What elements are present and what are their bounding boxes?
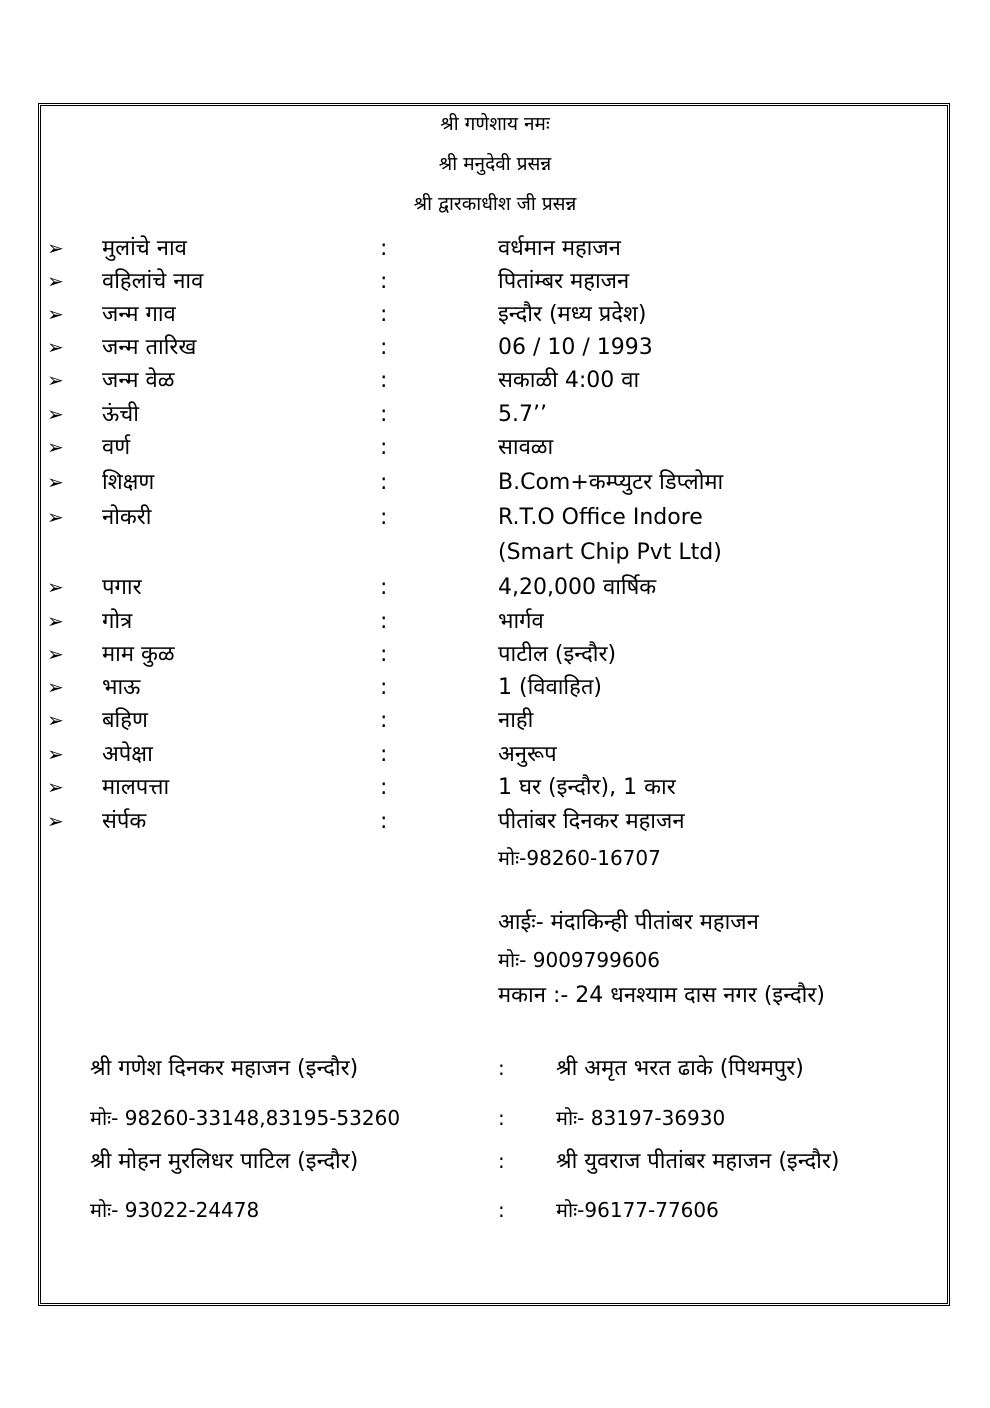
field-label: जन्म तारिख <box>102 335 197 360</box>
field-row <box>0 298 990 331</box>
field-colon: : <box>380 675 388 700</box>
field-label: पगार <box>102 575 142 600</box>
field-row <box>0 638 990 671</box>
field-row <box>0 364 990 397</box>
field-colon: : <box>380 435 388 460</box>
field-colon: : <box>380 368 388 393</box>
field-value: B.Com+कम्प्युटर डिप्लोमा <box>498 470 724 495</box>
field-colon: : <box>380 302 388 327</box>
field-colon: : <box>380 575 388 600</box>
field-row <box>0 265 990 298</box>
field-label: मुलांचे नाव <box>102 236 187 261</box>
field-colon: : <box>380 642 388 667</box>
field-label: वर्ण <box>102 435 131 460</box>
field-colon: : <box>380 269 388 294</box>
field-row <box>0 331 990 364</box>
reference-right: मोः-96177-77606 <box>556 1198 719 1222</box>
field-colon: : <box>380 742 388 767</box>
reference-left: श्री गणेश दिनकर महाजन (इन्दौर) <box>90 1056 359 1081</box>
field-row <box>0 501 990 534</box>
field-value: 1 (विवाहित) <box>498 675 602 700</box>
arrow-bullet-icon: ➢ <box>47 402 64 426</box>
field-value: वर्धमान महाजन <box>498 236 621 261</box>
reference-right: मोः- 83197-36930 <box>556 1106 726 1130</box>
field-label: बहिण <box>102 708 148 733</box>
field-label: मालपत्ता <box>102 775 170 800</box>
arrow-bullet-icon: ➢ <box>47 236 64 260</box>
field-colon: : <box>380 335 388 360</box>
field-value: अनुरूप <box>498 742 557 767</box>
field-label: ऊंची <box>102 402 139 427</box>
field-label: शिक्षण <box>102 470 155 495</box>
arrow-bullet-icon: ➢ <box>47 642 64 666</box>
arrow-bullet-icon: ➢ <box>47 775 64 799</box>
reference-colon: : <box>498 1198 505 1222</box>
field-value: नाही <box>498 708 534 733</box>
arrow-bullet-icon: ➢ <box>47 470 64 494</box>
arrow-bullet-icon: ➢ <box>47 609 64 633</box>
arrow-bullet-icon: ➢ <box>47 368 64 392</box>
field-row <box>0 704 990 737</box>
field-label: गोत्र <box>102 609 133 634</box>
field-row <box>0 398 990 431</box>
field-colon: : <box>380 470 388 495</box>
arrow-bullet-icon: ➢ <box>47 335 64 359</box>
reference-colon: : <box>498 1149 505 1173</box>
field-label: संर्पक <box>102 809 147 834</box>
arrow-bullet-icon: ➢ <box>47 742 64 766</box>
contact-phone-1: मोः-98260-16707 <box>498 846 661 870</box>
contact-address: मकान :- 24 धनश्याम दास नगर (इन्दौर) <box>498 983 825 1008</box>
field-label: अपेक्षा <box>102 742 153 767</box>
field-value: सावळा <box>498 435 554 460</box>
field-colon: : <box>380 236 388 261</box>
field-colon: : <box>380 809 388 834</box>
contact-phone-2: मोः- 9009799606 <box>498 948 661 972</box>
field-value: सकाळी 4:00 वा <box>498 368 640 393</box>
field-row <box>0 738 990 771</box>
field-label: माम कुळ <box>102 642 175 667</box>
field-row <box>0 605 990 638</box>
field-value: पितांम्बर महाजन <box>498 269 630 294</box>
arrow-bullet-icon: ➢ <box>47 505 64 529</box>
reference-colon: : <box>498 1056 505 1080</box>
field-label: वहिलांचे नाव <box>102 269 204 294</box>
invocation-line-2: श्री मनुदेवी प्रसन्न <box>438 153 552 175</box>
arrow-bullet-icon: ➢ <box>47 809 64 833</box>
invocation-line-3: श्री द्वारकाधीश जी प्रसन्न <box>413 193 577 215</box>
field-label: नोकरी <box>102 505 152 530</box>
field-value: 06 / 10 / 1993 <box>498 335 653 360</box>
field-colon: : <box>380 609 388 634</box>
reference-right: श्री अमृत भरत ढाके (पिथमपुर) <box>556 1056 804 1081</box>
job-extra: (Smart Chip Pvt Ltd) <box>498 540 722 565</box>
field-value: 1 घर (इन्दौर), 1 कार <box>498 775 676 800</box>
reference-left: मोः- 93022-24478 <box>90 1198 260 1222</box>
field-value: पीतांबर दिनकर महाजन <box>498 809 685 834</box>
field-value: इन्दौर (मध्य प्रदेश) <box>498 302 647 327</box>
field-value: 4,20,000 वार्षिक <box>498 575 657 600</box>
reference-colon: : <box>498 1106 505 1130</box>
field-colon: : <box>380 775 388 800</box>
field-label: जन्म वेळ <box>102 368 175 393</box>
field-value: R.T.O Office Indore <box>498 505 703 530</box>
field-colon: : <box>380 505 388 530</box>
field-value: भार्गव <box>498 609 544 634</box>
field-row <box>0 232 990 265</box>
arrow-bullet-icon: ➢ <box>47 302 64 326</box>
field-colon: : <box>380 708 388 733</box>
field-value: 5.7’’ <box>498 402 547 427</box>
field-row <box>0 571 990 604</box>
contact-mother: आईः- मंदाकिन्ही पीतांबर महाजन <box>498 910 759 935</box>
reference-right: श्री युवराज पीतांबर महाजन (इन्दौर) <box>556 1149 840 1174</box>
arrow-bullet-icon: ➢ <box>47 575 64 599</box>
arrow-bullet-icon: ➢ <box>47 435 64 459</box>
field-value: पाटील (इन्दौर) <box>498 642 617 667</box>
field-row <box>0 671 990 704</box>
field-row <box>0 466 990 499</box>
arrow-bullet-icon: ➢ <box>47 269 64 293</box>
field-colon: : <box>380 402 388 427</box>
reference-left: श्री मोहन मुरलिधर पाटिल (इन्दौर) <box>90 1149 359 1174</box>
field-label: जन्म गाव <box>102 302 176 327</box>
arrow-bullet-icon: ➢ <box>47 675 64 699</box>
invocation-line-1: श्री गणेशाय नमः <box>440 113 550 135</box>
reference-left: मोः- 98260-33148,83195-53260 <box>90 1106 401 1130</box>
field-row <box>0 431 990 464</box>
field-label: भाऊ <box>102 675 141 700</box>
arrow-bullet-icon: ➢ <box>47 708 64 732</box>
field-row <box>0 771 990 804</box>
field-row <box>0 805 990 838</box>
